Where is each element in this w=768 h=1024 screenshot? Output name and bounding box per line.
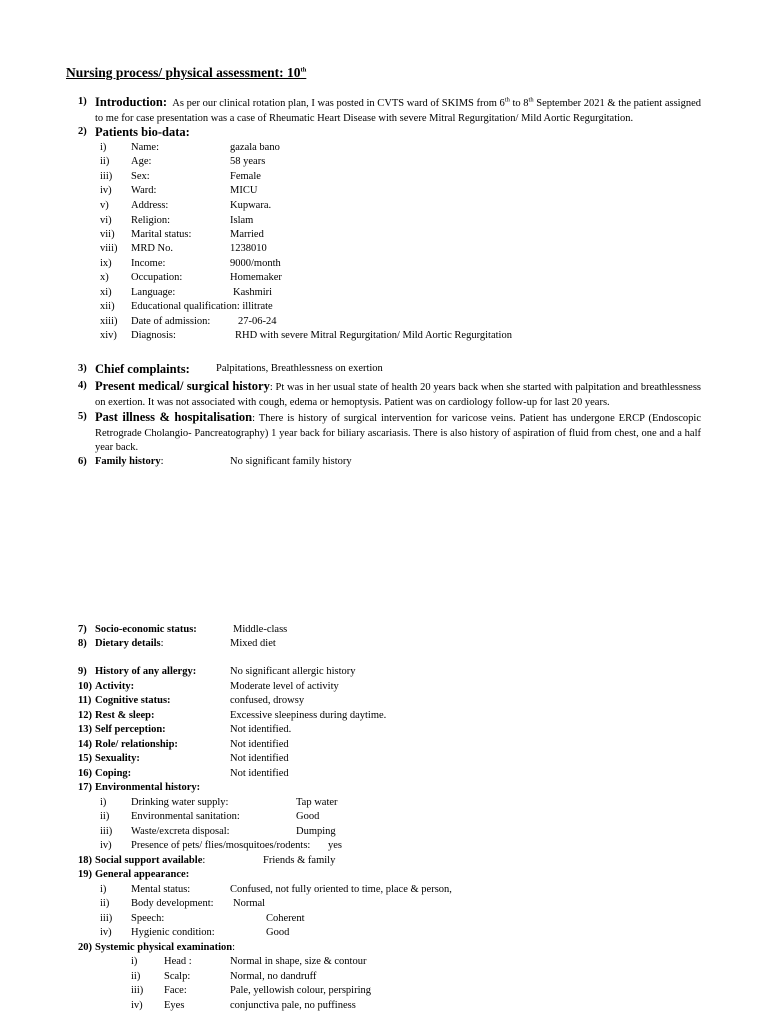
general-key-body: Body development: [131,898,214,909]
biodata-key-religion: Religion: [131,215,171,226]
biodata-value-ward: MICU [230,185,258,196]
biodata-value-income: 9000/month [230,258,281,269]
list-item-number: vii) [100,229,115,240]
item-number: 10) [78,681,92,692]
list-item-number: x) [100,272,109,283]
item-number: 1) [78,96,87,107]
list-item-number: iii) [131,985,144,996]
biodata-value-marital: Married [230,229,264,240]
biodata-key-admission: Date of admission: [131,316,211,327]
allergy-value: No significant allergic history [230,666,356,677]
item-number: 14) [78,739,92,750]
self-perception-label: Self perception: [95,724,166,735]
biodata-key-diagnosis: Diagnosis: [131,330,176,341]
role-relationship-value: Not identified [230,739,289,750]
role-relationship-label: Role/ relationship: [95,739,178,750]
env-value-water: Tap water [296,797,338,808]
systemic-key-eyes: Eyes [164,1000,185,1011]
biodata-key-name: Name: [131,142,159,153]
family-history-value: No significant family history [230,456,352,467]
biodata-value-religion: Islam [230,215,254,226]
environmental-history-label: Environmental history: [95,782,201,793]
systemic-value-head: Normal in shape, size & contour [230,956,367,967]
general-key-hygiene: Hygienic condition: [131,927,215,938]
list-item-number: iii) [100,913,113,924]
general-key-speech: Speech: [131,913,165,924]
biodata-value-mrd: 1238010 [230,243,267,254]
item-number: 4) [78,380,87,391]
biodata-value-diagnosis: RHD with severe Mitral Regurgitation/ Mild Aortic Regurgitation [235,330,512,341]
self-perception-value: Not identified. [230,724,292,735]
list-item-number: iv) [100,927,112,938]
env-key-waste: Waste/excreta disposal: [131,826,230,837]
coping-value: Not identified [230,768,289,779]
family-history-label: Family history: [95,456,164,467]
biodata-key-occupation: Occupation: [131,272,183,283]
item-number: 16) [78,768,92,779]
list-item-number: xiv) [100,330,117,341]
socio-economic-value: Middle-class [233,624,288,635]
list-item-number: xiii) [100,316,118,327]
env-value-waste: Dumping [296,826,336,837]
chief-complaints-label: Chief complaints: [95,362,190,376]
dietary-details-label: Dietary details: [95,638,164,649]
cognitive-status-value: confused, drowsy [230,695,305,706]
list-item-number: i) [100,884,107,895]
rest-sleep-label: Rest & sleep: [95,710,155,721]
biodata-value-address: Kupwara. [230,200,272,211]
item-number: 15) [78,753,92,764]
list-item-number: ii) [131,971,141,982]
list-item-number: iv) [100,185,112,196]
biodata-key-address: Address: [131,200,169,211]
item-number: 7) [78,624,87,635]
general-value-speech: Coherent [266,913,305,924]
social-support-label: Social support available: [95,855,206,866]
biodata-key-age: Age: [131,156,152,167]
systemic-key-face: Face: [164,985,187,996]
chief-complaints-value: Palpitations, Breathlessness on exertion [216,363,383,374]
item-number: 9) [78,666,87,677]
item-number: 11) [78,695,92,706]
item-number: 8) [78,638,87,649]
biodata-value-age: 58 years [230,156,266,167]
biodata-value-name: gazala bano [230,142,280,153]
env-key-water: Drinking water supply: [131,797,229,808]
list-item-number: vi) [100,215,112,226]
socio-economic-label: Socio-economic status: [95,624,197,635]
list-item-number: v) [100,200,109,211]
general-appearance-label: General appearance: [95,869,190,880]
social-support-value: Friends & family [263,855,336,866]
sexuality-label: Sexuality: [95,753,140,764]
systemic-value-eyes: conjunctiva pale, no puffiness [230,1000,356,1011]
item-number: 12) [78,710,92,721]
sexuality-value: Not identified [230,753,289,764]
list-item-number: xi) [100,287,112,298]
item-number: 13) [78,724,92,735]
list-item-number: i) [100,797,107,808]
list-item-number: iv) [131,1000,143,1011]
biodata-key-education: Educational qualification: illitrate [131,301,273,312]
systemic-value-scalp: Normal, no dandruff [230,971,317,982]
list-item-number: iii) [100,171,113,182]
biodata-value-admission: 27-06-24 [238,316,277,327]
biodata-key-mrd: MRD No. [131,243,174,254]
systemic-key-head: Head : [164,956,192,967]
biodata-heading: Patients bio-data: [95,125,190,139]
list-item-number: xii) [100,301,115,312]
page-title: Nursing process/ physical assessment: 10th [66,65,307,80]
systemic-exam-label: Systemic physical examination: [95,942,236,953]
biodata-key-sex: Sex: [131,171,150,182]
general-key-mental: Mental status: [131,884,191,895]
past-illness-paragraph: Past illness & hospitalisation: There is history of surgical intervention for varicose veins. Patient has undergone ERCP (Endoscopic Retrograde Cholangio- Pancreatography) 1 year back for biliary ascariasis. There is also history of aspiration of fluid from chest, one and a half year back. [95,410,701,453]
allergy-label: History of any allergy: [95,666,197,677]
rest-sleep-value: Excessive sleepiness during daytime. [230,710,387,721]
item-number: 18) [78,855,92,866]
present-history-paragraph: Present medical/ surgical history: Pt was in her usual state of health 20 years back when she started with palpitation and breathlessness on exertion. It was not associated with cough, edema or hemoptysis. Patient was on cardiology follow-up for last 20 years. [95,379,701,408]
list-item-number: iii) [100,826,113,837]
biodata-key-ward: Ward: [131,185,157,196]
list-item-number: ii) [100,156,110,167]
systemic-key-scalp: Scalp: [164,971,191,982]
dietary-details-value: Mixed diet [230,638,276,649]
list-item-number: ii) [100,811,110,822]
biodata-value-language: Kashmiri [233,287,273,298]
item-number: 20) [78,942,92,953]
general-value-body: Normal [233,898,266,909]
list-item-number: i) [100,142,107,153]
biodata-key-marital: Marital status: [131,229,192,240]
biodata-key-income: Income: [131,258,166,269]
env-value-sanitation: Good [296,811,320,822]
list-item-number: viii) [100,243,118,254]
list-item-number: ix) [100,258,112,269]
biodata-key-language: Language: [131,287,176,298]
general-value-mental: Confused, not fully oriented to time, place & person, [230,884,452,895]
env-key-sanitation: Environmental sanitation: [131,811,240,822]
general-value-hygiene: Good [266,927,290,938]
introduction-paragraph: Introduction: As per our clinical rotation plan, I was posted in CVTS ward of SKIMS from 6th to 8th September 2021 & the patient assigned to me for case presentation was a case of Rheumatic Heart Disease with severe Mitral Regurgitation/ Mild Aortic Regurgitation. [95,95,702,124]
item-number: 5) [78,411,87,422]
item-number: 6) [78,456,87,467]
item-number: 3) [78,363,87,374]
coping-label: Coping: [95,768,132,779]
env-value-pets: yes [328,840,342,851]
biodata-value-sex: Female [230,171,261,182]
list-item-number: iv) [100,840,112,851]
env-key-pets: Presence of pets/ flies/mosquitoes/rodents: [131,840,311,851]
item-number: 2) [78,126,87,137]
item-number: 17) [78,782,92,793]
cognitive-status-label: Cognitive status: [95,695,171,706]
activity-value: Moderate level of activity [230,681,339,692]
list-item-number: ii) [100,898,110,909]
systemic-value-face: Pale, yellowish colour, perspiring [230,985,372,996]
item-number: 19) [78,869,92,880]
activity-label: Activity: [95,681,135,692]
biodata-value-occupation: Homemaker [230,272,282,283]
list-item-number: i) [131,956,138,967]
